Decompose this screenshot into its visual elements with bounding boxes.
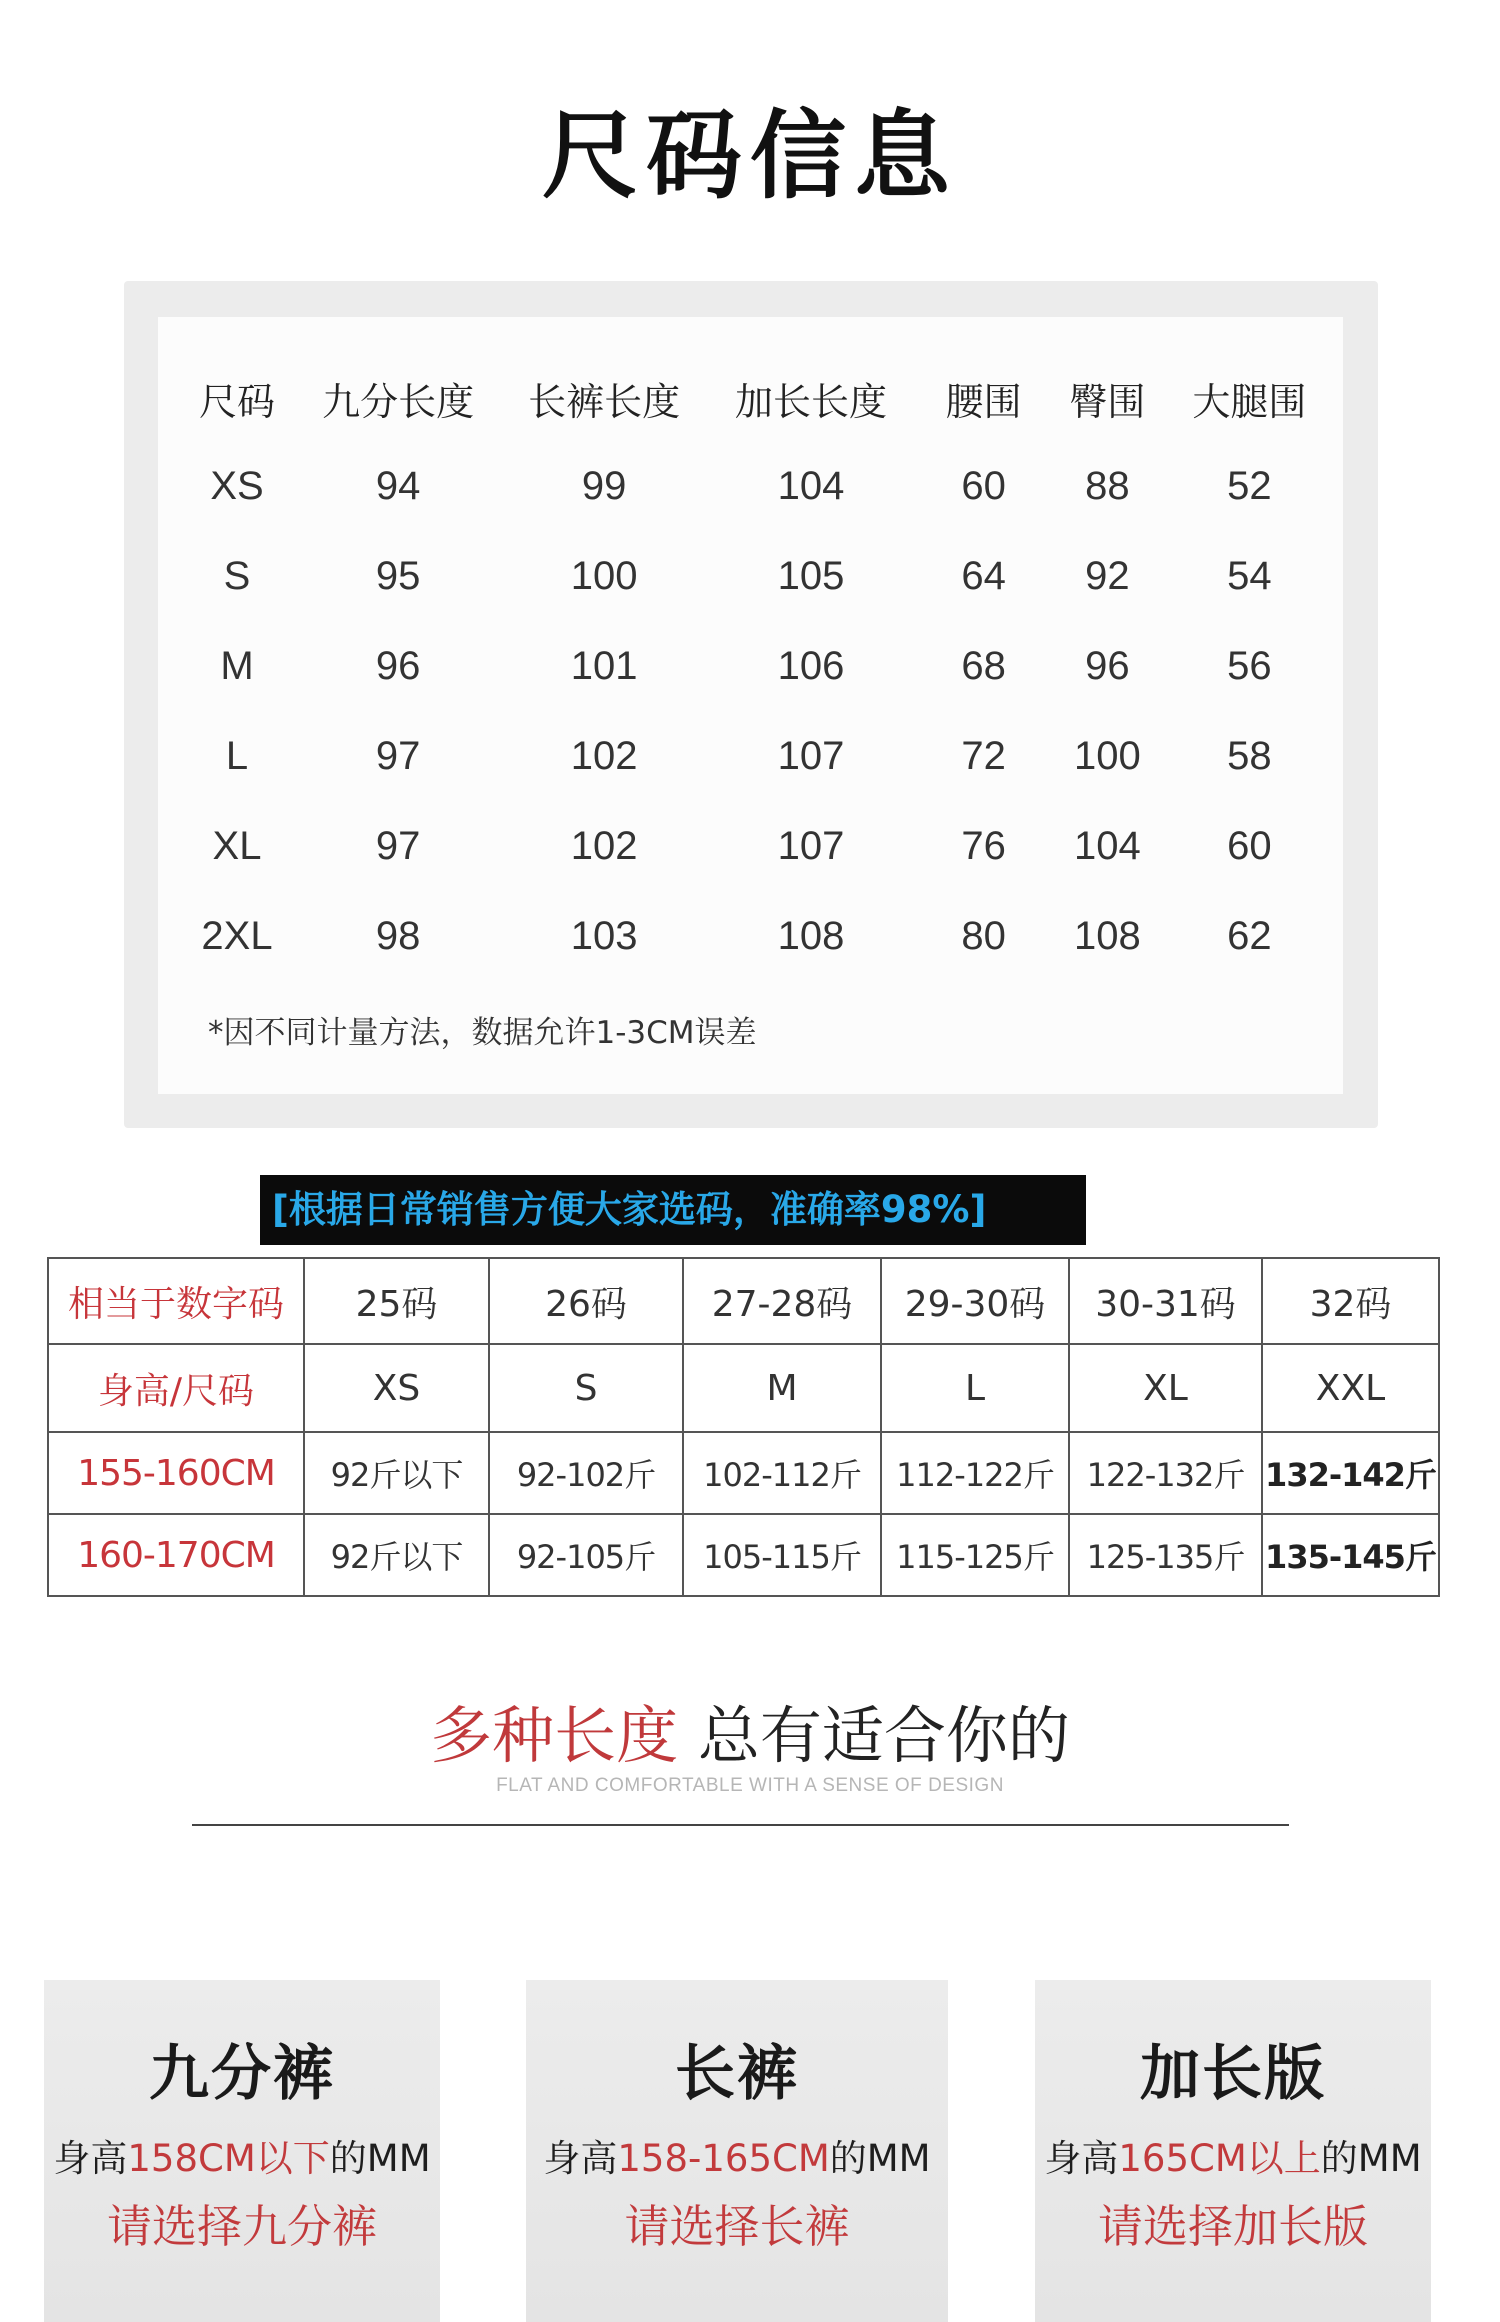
size-chart-cell: 96	[375, 643, 421, 688]
size-chart-cell: 60	[1227, 823, 1272, 868]
size-chart-header: 长裤长度	[528, 381, 681, 424]
height-prefix: 身高	[543, 2137, 618, 2180]
weight-table-cell: 25码	[304, 1258, 489, 1344]
size-chart-cell: S	[223, 553, 251, 598]
size-chart-cell: 72	[961, 733, 1006, 778]
size-chart-cell: 106	[777, 643, 845, 688]
weight-table-cell: 26码	[489, 1258, 683, 1344]
size-chart-cell: 99	[581, 463, 627, 508]
length-card-title: 长裤	[675, 2039, 799, 2109]
size-chart-cell: 2XL	[201, 913, 273, 958]
weight-table-cell: 30-31码	[1069, 1258, 1262, 1344]
size-chart-cell: 105	[777, 553, 845, 598]
size-chart-cell: 97	[375, 733, 421, 778]
height-range: 165CM以上	[1118, 2137, 1321, 2180]
size-chart-cell: 100	[570, 553, 638, 598]
weight-table-cell: 122-132斤	[1069, 1432, 1262, 1514]
size-chart-cell: 97	[375, 823, 421, 868]
size-chart-cell: 88	[1085, 463, 1130, 508]
slogan-subtitle: FLAT AND COMFORTABLE WITH A SENSE OF DESIGN	[496, 1775, 1004, 1796]
size-chart-cell: 104	[777, 463, 845, 508]
height-range: 158CM以下	[127, 2137, 330, 2180]
size-chart-row	[185, 891, 1330, 981]
size-chart-cell: 107	[777, 823, 845, 868]
weight-table-cell: 102-112斤	[683, 1432, 881, 1514]
weight-table-row-label: 相当于数字码	[48, 1258, 304, 1344]
size-chart-cell: XS	[210, 463, 264, 508]
weight-table-row	[48, 1514, 1439, 1596]
weight-table-row-label: 155-160CM	[48, 1432, 304, 1514]
weight-table-cell: 92斤以下	[304, 1514, 489, 1596]
size-chart-cell: 62	[1227, 913, 1272, 958]
weight-table-cell: 125-135斤	[1069, 1514, 1262, 1596]
size-chart-cell: M	[220, 643, 254, 688]
size-chart-cell: 56	[1227, 643, 1272, 688]
weight-table-row	[48, 1432, 1439, 1514]
size-chart-cell: 54	[1227, 553, 1272, 598]
size-chart-header: 加长长度	[735, 381, 888, 424]
height-prefix: 身高	[1044, 2137, 1119, 2180]
height-range: 158-165CM	[617, 2137, 830, 2180]
size-chart-cell: 100	[1074, 733, 1141, 778]
size-chart-cell: 102	[570, 733, 638, 778]
size-chart-header: 臀围	[1069, 381, 1146, 424]
weight-table-cell: 105-115斤	[683, 1514, 881, 1596]
size-chart-cell: 92	[1085, 553, 1130, 598]
size-chart-header-row	[185, 355, 1330, 441]
size-chart-cell: 103	[570, 913, 638, 958]
weight-table-cell: 115-125斤	[881, 1514, 1069, 1596]
size-chart-cell: 64	[961, 553, 1006, 598]
weight-table-cell: 112-122斤	[881, 1432, 1069, 1514]
length-card-extended	[1035, 1980, 1431, 2322]
length-card-long	[526, 1980, 948, 2322]
slogan-heading	[0, 1686, 1500, 1775]
length-card-title: 加长版	[1140, 2039, 1326, 2109]
length-card-action: 请选择加长版	[1097, 2200, 1368, 2253]
height-suffix: 的MM	[329, 2137, 431, 2180]
weight-table-cell: XXL	[1262, 1344, 1439, 1432]
size-chart-cell: L	[225, 733, 249, 778]
length-card-action: 请选择长裤	[624, 2200, 850, 2253]
size-chart-cell: 76	[961, 823, 1006, 868]
size-chart-row	[185, 711, 1330, 801]
size-chart-row	[185, 801, 1330, 891]
weight-table-row-label: 160-170CM	[48, 1514, 304, 1596]
size-chart-cell: XL	[212, 823, 262, 868]
size-chart-header: 九分长度	[322, 381, 475, 424]
slogan-red-text: 多种长度	[430, 1699, 679, 1772]
size-chart-cell: 108	[777, 913, 845, 958]
weight-table-row	[48, 1344, 1439, 1432]
size-chart-cell: 68	[961, 643, 1006, 688]
size-chart-header: 腰围	[945, 381, 1022, 424]
weight-table-row-label: 身高/尺码	[48, 1344, 304, 1432]
size-chart-row	[185, 531, 1330, 621]
length-card-height-text	[526, 2128, 948, 2182]
weight-size-table	[47, 1257, 1440, 1597]
size-chart-cell: 108	[1074, 913, 1141, 958]
length-card-height-text	[1035, 2128, 1431, 2182]
weight-table-cell: 27-28码	[683, 1258, 881, 1344]
weight-table-row	[48, 1258, 1439, 1344]
size-chart-cell: 96	[1085, 643, 1130, 688]
weight-table-cell: 32码	[1262, 1258, 1439, 1344]
measurement-note: *因不同计量方法，数据允许1-3CM误差	[208, 1015, 757, 1051]
weight-table-cell: M	[683, 1344, 881, 1432]
size-chart-table	[185, 355, 1330, 981]
weight-table-cell: 29-30码	[881, 1258, 1069, 1344]
size-chart-header: 大腿围	[1192, 381, 1307, 424]
size-chart-cell: 52	[1227, 463, 1272, 508]
size-chart-cell: 104	[1074, 823, 1141, 868]
weight-table-cell: L	[881, 1344, 1069, 1432]
size-chart-cell: 58	[1227, 733, 1272, 778]
length-card-height-text	[44, 2128, 440, 2182]
height-prefix: 身高	[53, 2137, 128, 2180]
size-chart-cell: 60	[961, 463, 1006, 508]
size-chart-row	[185, 441, 1330, 531]
length-card-title: 九分裤	[149, 2039, 335, 2109]
size-chart-cell: 95	[375, 553, 421, 598]
weight-table-cell: 92斤以下	[304, 1432, 489, 1514]
size-chart-cell: 107	[777, 733, 845, 778]
size-chart-cell: 94	[375, 463, 421, 508]
size-chart-cell: 101	[570, 643, 638, 688]
size-chart-header: 尺码	[198, 381, 275, 424]
weight-table-cell: XS	[304, 1344, 489, 1432]
size-chart-row	[185, 621, 1330, 711]
slogan-black-text: 总有适合你的	[678, 1699, 1070, 1772]
weight-table-cell: 92-105斤	[489, 1514, 683, 1596]
recommendation-banner: [根据日常销售方便大家选码，准确率98%]	[260, 1175, 1086, 1245]
weight-table-cell: 92-102斤	[489, 1432, 683, 1514]
height-suffix: 的MM	[1320, 2137, 1422, 2180]
size-chart-cell: 98	[375, 913, 421, 958]
length-card-cropped	[44, 1980, 440, 2322]
weight-table-cell: S	[489, 1344, 683, 1432]
weight-table-cell: XL	[1069, 1344, 1262, 1432]
weight-table-cell: 132-142斤	[1262, 1432, 1439, 1514]
weight-table-cell: 135-145斤	[1262, 1514, 1439, 1596]
size-chart-cell: 102	[570, 823, 638, 868]
size-chart-cell: 80	[961, 913, 1006, 958]
divider	[192, 1824, 1289, 1826]
height-suffix: 的MM	[829, 2137, 931, 2180]
length-card-action: 请选择九分裤	[106, 2200, 377, 2253]
page-title: 尺码信息	[542, 100, 958, 212]
